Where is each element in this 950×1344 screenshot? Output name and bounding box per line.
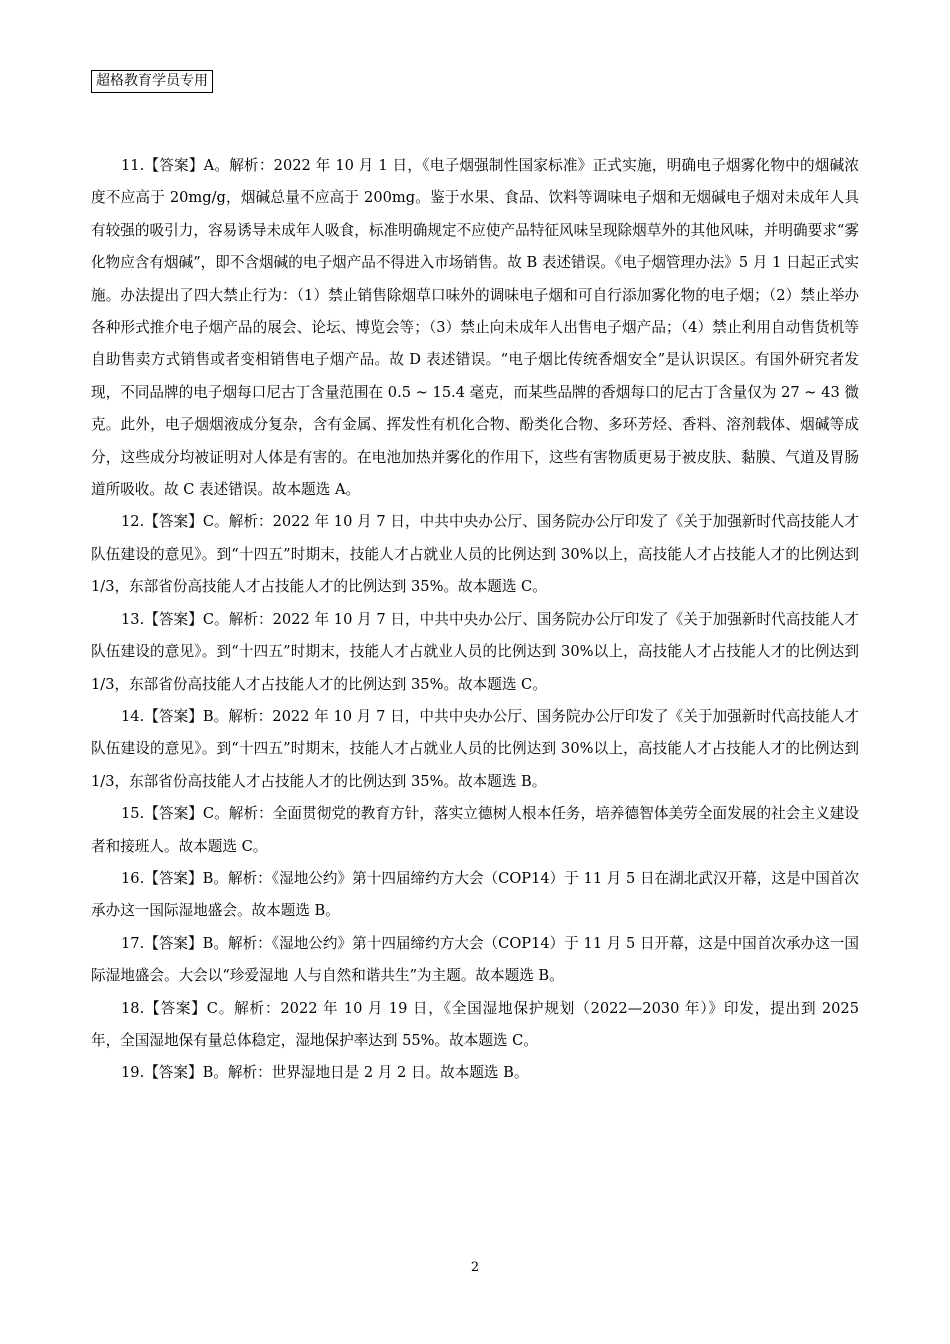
answer-paragraph-17: 17.【答案】B。解析：《湿地公约》第十四届缔约方大会（COP14）于 11 月 5 日开幕，这是中国首次承办这一国际湿地盛会。大会以“珍爱湿地 人与自然和谐共生”为主题。故本题选 B。: [91, 934, 859, 985]
answer-paragraph-14: 14.【答案】B。解析：2022 年 10 月 7 日，中共中央办公厅、国务院办公厅印发了《关于加强新时代高技能人才队伍建设的意见》。到“十四五”时期末，技能人才占就业人员的比例达到 30%以上，高技能人才占技能人才的比例达到 1/3，东部省份高技能人才占技能人才的比例达到 35%。故本题选 B。: [91, 707, 859, 790]
answer-paragraph-15: 15.【答案】C。解析：全面贯彻党的教育方针，落实立德树人根本任务，培养德智体美劳全面发展的社会主义建设者和接班人。故本题选 C。: [91, 805, 859, 855]
answer-paragraph-13: 13.【答案】C。解析：2022 年 10 月 7 日，中共中央办公厅、国务院办公厅印发了《关于加强新时代高技能人才队伍建设的意见》。到“十四五”时期末，技能人才占就业人员的比例达到 30%以上，高技能人才占技能人才的比例达到 1/3，东部省份高技能人才占技能人才的比例达到 35%。故本题选 C。: [91, 610, 859, 693]
answer-paragraph-11: 11.【答案】A。解析：2022 年 10 月 1 日，《电子烟强制性国家标准》正式实施，明确电子烟雾化物中的烟碱浓度不应高于 20mg/g，烟碱总量不应高于 200mg。鉴于水果、食品、饮料等调味电子烟和无烟碱电子烟对未成年人具有较强的吸引力，容易诱导未成年人吸食，标准明确规定不应使产品特征风味呈现除烟草外的其他风味，并明确要求“雾化物应含有烟碱”，即不含烟碱的电子烟产品不得进入市场销售。故 B 表述错误。《电子烟管理办法》5 月 1 日起正式实施。办法提出了四大禁止行为：（1）禁止销售除烟草口味外的调味电子烟和可自行添加雾化物的电子烟；（2）禁止举办各种形式推介电子烟产品的展会、论坛、博览会等；（3）禁止向未成年人出售电子烟产品；（4）禁止利用自动售货机等自助售卖方式销售或者变相销售电子烟产品。故 D 表述错误。“电子烟比传统香烟安全”是认识误区。有国外研究者发现，不同品牌的电子烟每口尼古丁含量范围在 0.5 ~ 15.4 毫克，而某些品牌的香烟每口的尼古丁含量仅为 27 ~ 43 微克。此外，电子烟烟液成分复杂，含有金属、挥发性有机化合物、酚类化合物、多环芳烃、香料、溶剂载体、烟碱等成分，这些成分均被证明对人体是有害的。在电池加热并雾化的作用下，这些有害物质更易于被皮肤、黏膜、气道及胃肠道所吸收。故 C 表述错误。故本题选 A。: [91, 157, 859, 499]
page-number: 2: [470, 1260, 480, 1275]
answer-explanations: [91, 150, 859, 1090]
header-label: 超格教育学员专用: [91, 70, 213, 93]
answer-paragraph-18: 18.【答案】C。解析：2022 年 10 月 19 日，《全国湿地保护规划（2022—2030 年）》印发，提出到 2025 年，全国湿地保有量总体稳定，湿地保护率达到 55%。故本题选 C。: [91, 999, 859, 1049]
answer-paragraph-16: 16.【答案】B。解析：《湿地公约》第十四届缔约方大会（COP14）于 11 月 5 日在湖北武汉开幕，这是中国首次承办这一国际湿地盛会。故本题选 B。: [91, 869, 859, 920]
answer-paragraph-19: 19.【答案】B。解析：世界湿地日是 2 月 2 日。故本题选 B。: [121, 1064, 529, 1082]
answer-paragraph-12: 12.【答案】C。解析：2022 年 10 月 7 日，中共中央办公厅、国务院办公厅印发了《关于加强新时代高技能人才队伍建设的意见》。到“十四五”时期末，技能人才占就业人员的比例达到 30%以上，高技能人才占技能人才的比例达到 1/3，东部省份高技能人才占技能人才的比例达到 35%。故本题选 C。: [91, 513, 859, 596]
